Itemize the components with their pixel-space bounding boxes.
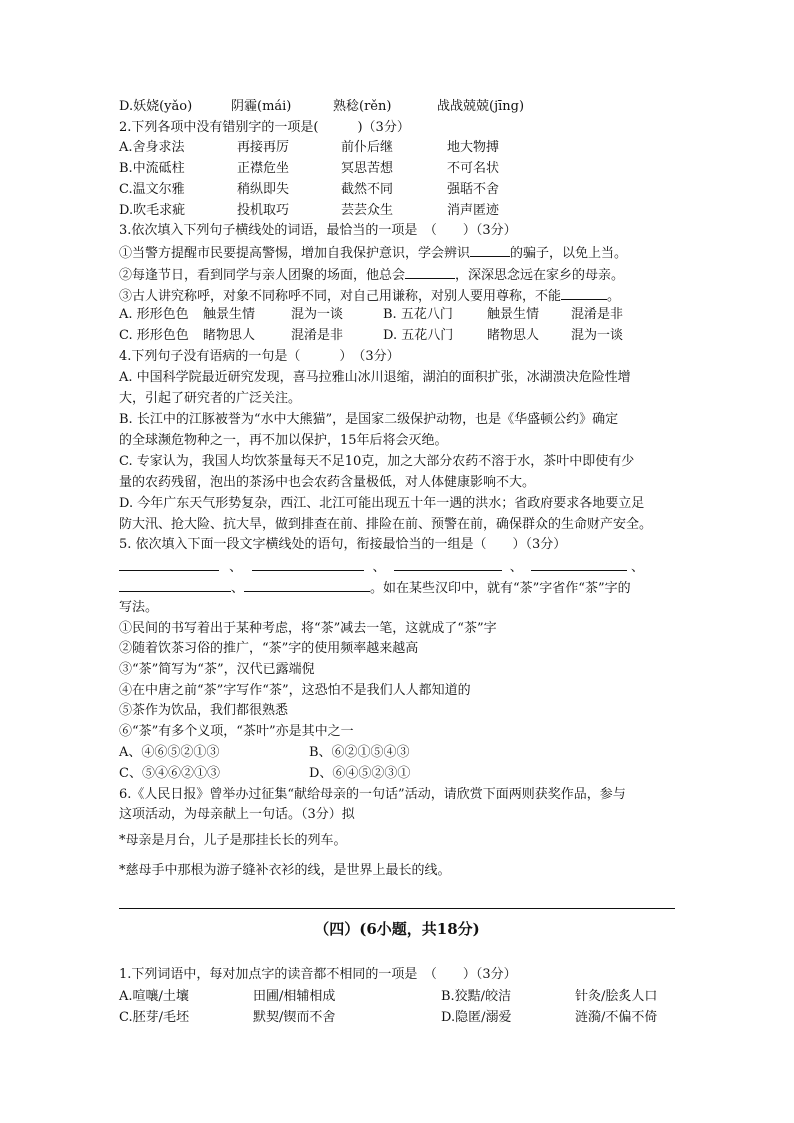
text: 睹物思人 xyxy=(203,328,256,343)
q1-option-d xyxy=(119,98,679,116)
q5-blanks-row2 xyxy=(119,578,679,598)
text: 。 xyxy=(607,289,621,304)
q4-a-line2: 大，引起了研究者的广泛关注。 xyxy=(119,391,302,406)
q5-options-cd xyxy=(119,765,679,783)
q4-c-line1: C. 专家认为，我国人均饮茶量每天不足10克，加之大部分农药不溶于水，茶叶中即使有少 xyxy=(119,454,635,469)
answer-line xyxy=(119,908,675,909)
fill-blank xyxy=(531,557,627,571)
text: 消声匿迹 xyxy=(447,203,500,218)
q4-b-line2: 的全球濒危物种之一，再不加以保护，15年后将会灭绝。 xyxy=(119,433,448,448)
q2-option-c xyxy=(119,181,679,199)
text: 投机取巧 xyxy=(237,203,290,218)
s4q1-options-cd xyxy=(119,1009,679,1027)
question-2: 2.下列各项中没有错别字的一项是( )（3分） xyxy=(119,120,410,135)
text: D. 五花八门 xyxy=(383,328,454,343)
q2-option-a xyxy=(119,139,679,157)
text: 、 xyxy=(372,560,386,575)
question-4: 4.下列句子没有语病的一句是（ ） （3分） xyxy=(119,349,400,364)
text: 的骗子，以免上当。 xyxy=(510,246,628,261)
fill-blank xyxy=(405,265,455,279)
q5-item-5: ⑤茶作为饮品，我们都很熟悉 xyxy=(119,703,289,718)
q3-sentence-2 xyxy=(119,265,679,285)
text: 再接再厉 xyxy=(237,140,290,155)
text: B.狡黠/皎洁 xyxy=(441,989,512,1004)
q4-c-line2: 量的农药残留，泡出的茶汤中也会农药含量极低，对人体健康影响不大。 xyxy=(119,475,536,490)
text: 针灸/脍炙人口 xyxy=(575,989,658,1004)
q3-options-cd xyxy=(119,327,679,345)
text: D.隐匿/溺爱 xyxy=(441,1010,512,1025)
question-3: 3.依次填入下列句子横线处的词语，最恰当的一项是 （ ）（3分） xyxy=(119,223,517,238)
q4-d-line2: 防大汛、抢大险、抗大旱，做到排查在前、排险在前、预警在前，确保群众的生命财产安全。 xyxy=(119,517,653,532)
text: C.温文尔雅 xyxy=(119,182,185,197)
q5-item-2: ②随着饮茶习俗的推广，“茶”字的使用频率越来越高 xyxy=(119,641,419,656)
text: 混淆是非 xyxy=(571,307,624,322)
text: 、 xyxy=(509,560,523,575)
text: 、 xyxy=(631,560,645,575)
q6-line1: 6.《人民日报》曾举办过征集“献给母亲的一句话”活动，请欣赏下面两则获奖作品，参与 xyxy=(119,787,626,802)
question-5: 5. 依次填入下面一段文字横线处的语句，衔接最恰当的一组是（ ）（3分） xyxy=(119,537,567,552)
fill-blank xyxy=(394,557,502,571)
fill-blank xyxy=(119,557,219,571)
text: 熟稔(rěn) xyxy=(333,99,392,114)
text: 混为一谈 xyxy=(291,307,344,322)
text: 冥思苦想 xyxy=(341,161,394,176)
text: A. 形形色色 xyxy=(119,307,189,322)
text: ，深深思念远在家乡的母亲。 xyxy=(455,268,625,283)
text: ②每逢节日，看到同学与亲人团聚的场面，他总会 xyxy=(119,268,406,283)
text: C、⑤④⑥②①③ xyxy=(119,766,220,781)
q2-option-d xyxy=(119,202,679,220)
section-heading: （四）(6小题，共18分) xyxy=(314,920,480,938)
text: ③古人讲究称呼，对象不同称呼不同，对自己用谦称，对别人要用尊称，不能 xyxy=(119,289,562,304)
text: A.喧嚷/土壤 xyxy=(119,989,189,1004)
text: 正襟危坐 xyxy=(237,161,290,176)
text: A.舍身求法 xyxy=(119,140,185,155)
text: 截然不同 xyxy=(341,182,394,197)
text: D、⑥④⑤②③① xyxy=(309,766,411,781)
text: 睹物思人 xyxy=(487,328,540,343)
section4-question-1: 1.下列词语中，每对加点字的读音都不相同的一项是 （ ）（3分） xyxy=(119,967,517,982)
text: 默契/锲而不舍 xyxy=(253,1010,336,1025)
text: 、 xyxy=(231,581,245,596)
q5-options-ab xyxy=(119,744,679,762)
q5-item-1: ①民间的书写着出于某种考虑，将“茶”减去一笔，这就成了“茶”字 xyxy=(119,621,497,636)
q6-sample-2: *慈母手中那根为游子缝补衣衫的线，是世界上最长的线。 xyxy=(119,863,451,878)
fill-blank xyxy=(470,243,510,257)
fill-blank xyxy=(252,557,364,571)
q6-sample-1: *母亲是月台，儿子是那挂长长的列车。 xyxy=(119,833,347,848)
text: 、 xyxy=(229,560,243,575)
text: B.中流砥柱 xyxy=(119,161,185,176)
text: 前仆后继 xyxy=(341,140,394,155)
q6-line2: 这项活动，为母亲献上一句话。（3分）拟 xyxy=(119,807,355,822)
text: 地大物搏 xyxy=(447,140,500,155)
q5-item-4: ④在中唐之前“茶”字写作“茶”，这恐怕不是我们人人都知道的 xyxy=(119,683,471,698)
q5-item-3: ③“茶”简写为“茶”，汉代已露端倪 xyxy=(119,662,315,677)
q4-a-line1: A. 中国科学院最近研究发现，喜马拉雅山冰川退缩，湖泊的面积扩张，冰湖溃决危险性增 xyxy=(119,370,631,385)
s4q1-options-ab xyxy=(119,988,679,1006)
text: 强聒不舍 xyxy=(447,182,500,197)
fill-blank xyxy=(244,578,370,592)
q3-options-ab xyxy=(119,306,679,324)
text: ①当警方提醒市民要提高警惕，增加自我保护意识，学会辨识 xyxy=(119,246,471,261)
q2-option-b xyxy=(119,160,679,178)
text: 涟漪/不偏不倚 xyxy=(575,1010,658,1025)
q3-sentence-3 xyxy=(119,286,679,306)
text: 战战兢兢(jīng) xyxy=(437,99,525,114)
fill-blank xyxy=(561,286,607,300)
fill-blank xyxy=(119,578,231,592)
q4-d-line1: D. 今年广东天气形势复杂，西江、北江可能出现五十年一遇的洪水；省政府要求各地要立足 xyxy=(119,496,645,511)
text: D.吹毛求疵 xyxy=(119,203,186,218)
text: 田圃/相辅相成 xyxy=(253,989,336,1004)
text: 。如在某些汉印中，就有“茶”字省作“茶”字的 xyxy=(370,581,631,596)
q5-tail: 写法。 xyxy=(119,600,159,615)
q4-b-line1: B. 长江中的江豚被誉为“水中大熊猫”，是国家二级保护动物，也是《华盛顿公约》确定 xyxy=(119,412,619,427)
text: B、⑥②①⑤④③ xyxy=(309,745,410,760)
text: 不可名状 xyxy=(447,161,500,176)
text: C. 形形色色 xyxy=(119,328,189,343)
text: 混为一谈 xyxy=(571,328,624,343)
text: 芸芸众生 xyxy=(341,203,394,218)
text: 触景生情 xyxy=(203,307,256,322)
text: B. 五花八门 xyxy=(383,307,453,322)
q5-blanks-row1 xyxy=(119,557,679,577)
text: 稍纵即失 xyxy=(237,182,290,197)
text: A、④⑥⑤②①③ xyxy=(119,745,220,760)
text: C.胚芽/毛坯 xyxy=(119,1010,189,1025)
text: D.妖娆(yǎo) xyxy=(119,99,193,114)
text: 触景生情 xyxy=(487,307,540,322)
q3-sentence-1 xyxy=(119,243,679,263)
q5-item-6: ⑥“茶”有多个义项，“茶叶”亦是其中之一 xyxy=(119,724,354,739)
text: 阴霾(mái) xyxy=(231,99,292,114)
text: 混淆是非 xyxy=(291,328,344,343)
